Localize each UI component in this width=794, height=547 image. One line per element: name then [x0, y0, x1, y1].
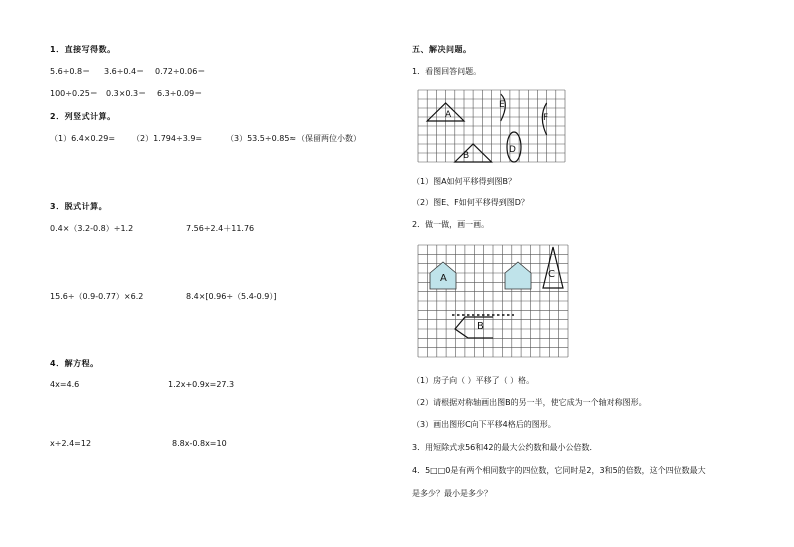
label-a: A [445, 110, 452, 120]
vertical-calc-item: （2）1.794÷3.9= [132, 134, 203, 143]
calc-item: 0.72÷0.06＝ [155, 67, 206, 76]
equation-item: 8.8x-0.8x=10 [172, 439, 227, 448]
stepwise-calc-item: 0.4×（3.2-0.8）÷1.2 [50, 224, 134, 233]
stepwise-calc-item: 15.6÷（0.9-0.77）×6.2 [50, 292, 144, 301]
section-2-title: 2．列竖式计算。 [50, 112, 116, 121]
label-shape-c: C [548, 269, 555, 280]
equation-item: 4x=4.6 [50, 380, 80, 389]
section-3-title: 3．脱式计算。 [50, 202, 108, 211]
label-d: D [509, 145, 516, 155]
shape-c [543, 247, 563, 288]
label-shape-b: B [477, 321, 484, 332]
q1-subquestion-2: （2）图E、F如何平移得到图D？ [412, 198, 529, 207]
label-f: F [543, 113, 549, 123]
q2-subquestion-2: （2）请根据对称轴画出图B的另一半，使它成为一个轴对称图形。 [412, 398, 647, 407]
label-b: B [463, 151, 470, 161]
equation-item: 1.2x+0.9x=27.3 [168, 380, 235, 389]
drawing-grid-figure-2 [418, 245, 568, 357]
stepwise-calc-item: 8.4×[0.96÷（5.4-0.9）] [186, 292, 277, 301]
equation-item: x÷2.4=12 [50, 439, 92, 448]
part-five-title: 五、解决问题。 [412, 45, 472, 54]
q2-subquestion-1: （1）房子向（ ）平移了（ ）格。 [412, 376, 535, 385]
calc-item: 3.6÷0.4＝ [104, 67, 145, 76]
question-4-line-1: 4．5□□0是有两个相同数字的四位数，它同时是2，3和5的倍数，这个四位数最大 [412, 466, 706, 475]
vertical-calc-item: （3）53.5÷0.85≈ [226, 134, 297, 143]
vertical-calc-item: （1）6.4×0.29= [50, 134, 116, 143]
section-4-title: 4．解方程。 [50, 359, 99, 368]
question-4-line-2: 是多少？最小是多少？ [412, 489, 492, 498]
q2-subquestion-3: （3）画出图形C向下平移4格后的图形。 [412, 420, 556, 429]
question-2-title: 2．做一做，画一画。 [412, 220, 490, 229]
stepwise-calc-item: 7.56÷2.4＋11.76 [186, 224, 255, 233]
translation-grid-figure-1 [418, 90, 565, 162]
question-3: 3．用短除式求56和42的最大公约数和最小公倍数． [412, 443, 598, 452]
calc-item: 5.6÷0.8＝ [50, 67, 91, 76]
calc-item: 6.3÷0.09＝ [157, 89, 203, 98]
rounding-note: （保留两位小数） [297, 134, 361, 143]
section-1-title: 1．直接写得数。 [50, 45, 116, 54]
question-1-title: 1．看图回答问题。 [412, 67, 482, 76]
calc-item: 100÷0.25＝ [50, 89, 98, 98]
house-target [505, 262, 531, 289]
q1-subquestion-1: （1）图A如何平移得到图B？ [412, 177, 517, 186]
label-e: E [499, 100, 505, 110]
label-house-a: A [440, 273, 447, 284]
calc-item: 0.3×0.3＝ [106, 89, 147, 98]
